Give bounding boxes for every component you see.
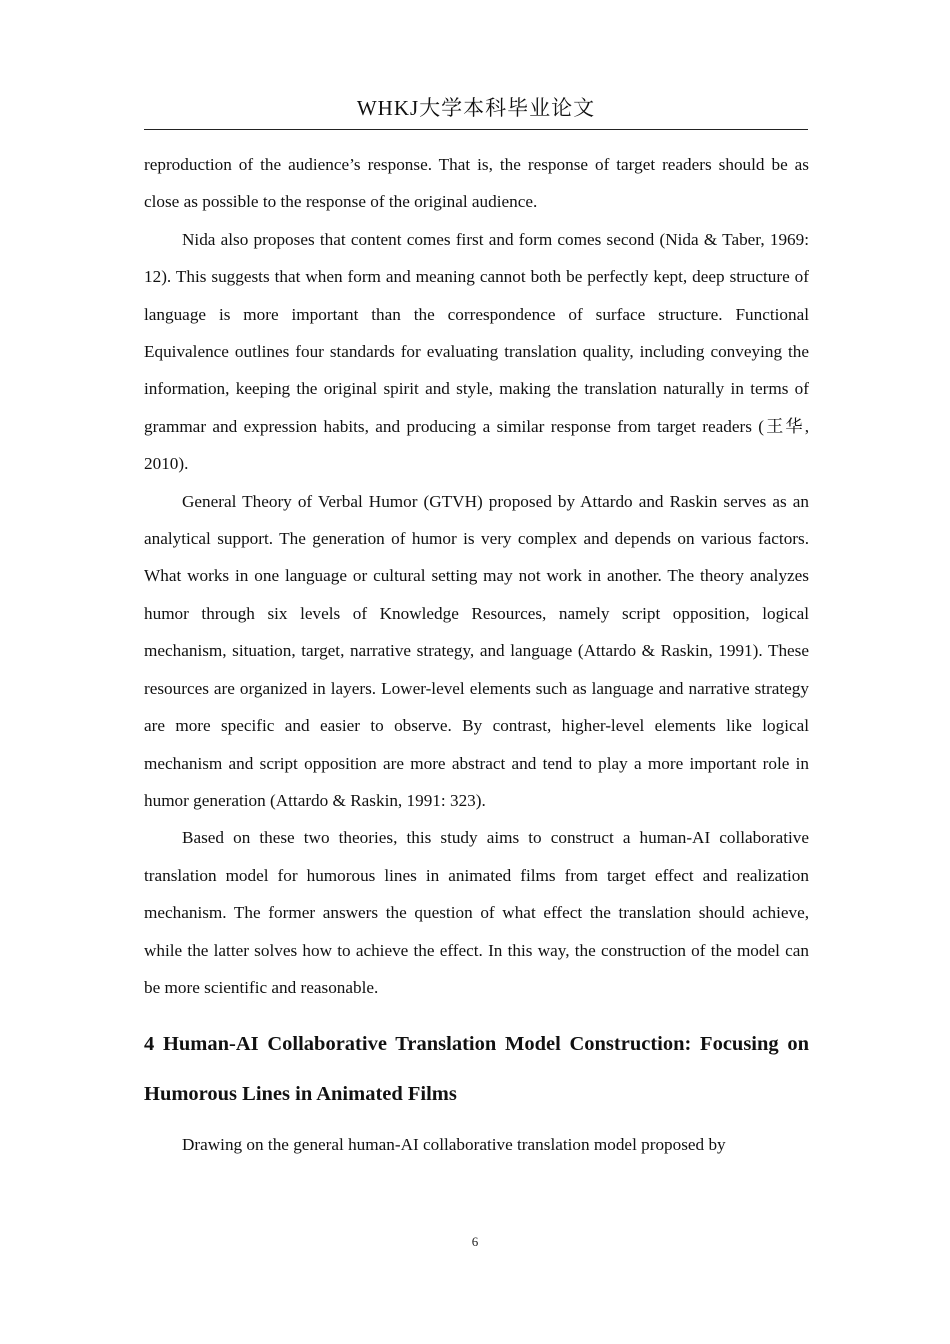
paragraph-continuation: reproduction of the audience’s response. That is, the response of target readers should be as close as possible to the response of the original audience.	[144, 155, 809, 212]
paragraph-nida: Nida also proposes that content comes first and form comes second (Nida & Taber, 1969: 12). This suggests that when form and meaning cannot both be perfectly kept, deep structure of language is more important than the correspondence of surface structure. Functional Equivalence outlines four standards for evaluating translation quality, including conveying the information, keeping the original spirit and style, making the translation naturally in terms of grammar and expression habits, and producing a similar response from target readers (王华, 2010).	[144, 229, 809, 474]
page-number: 6	[471, 1234, 479, 1249]
section-heading: 4 Human-AI Collaborative Translation Model Construction: Focusing on Humorous Lines in Animated Films	[144, 1033, 809, 1106]
paragraph-section-start: Drawing on the general human-AI collaborative translation model proposed by	[182, 1135, 726, 1155]
header-rule	[144, 129, 808, 130]
paragraph-gtvh: General Theory of Verbal Humor (GTVH) proposed by Attardo and Raskin serves as an analytical support. The generation of humor is very complex and depends on various factors. What works in one language or cultural setting may not work in another. The theory analyzes humor through six levels of Knowledge Resources, namely script opposition, logical mechanism, situation, target, narrative strategy, and language (Attardo & Raskin, 1991). These resources are organized in layers. Lower-level elements such as language and narrative strategy are more specific and easier to observe. By contrast, higher-level elements like logical mechanism and script opposition are more abstract and tend to play a more important role in humor generation (Attardo & Raskin, 1991: 323).	[144, 491, 809, 810]
paragraph-theories: Based on these two theories, this study aims to construct a human-AI collaborative translation model for humorous lines in animated films from target effect and realization mechanism. The former answers the question of what effect the translation should achieve, while the latter solves how to achieve the effect. In this way, the construction of the model can be more scientific and reasonable.	[144, 828, 809, 997]
running-header: WHKJ大学本科毕业论文	[356, 96, 596, 120]
body-text	[144, 146, 809, 1164]
